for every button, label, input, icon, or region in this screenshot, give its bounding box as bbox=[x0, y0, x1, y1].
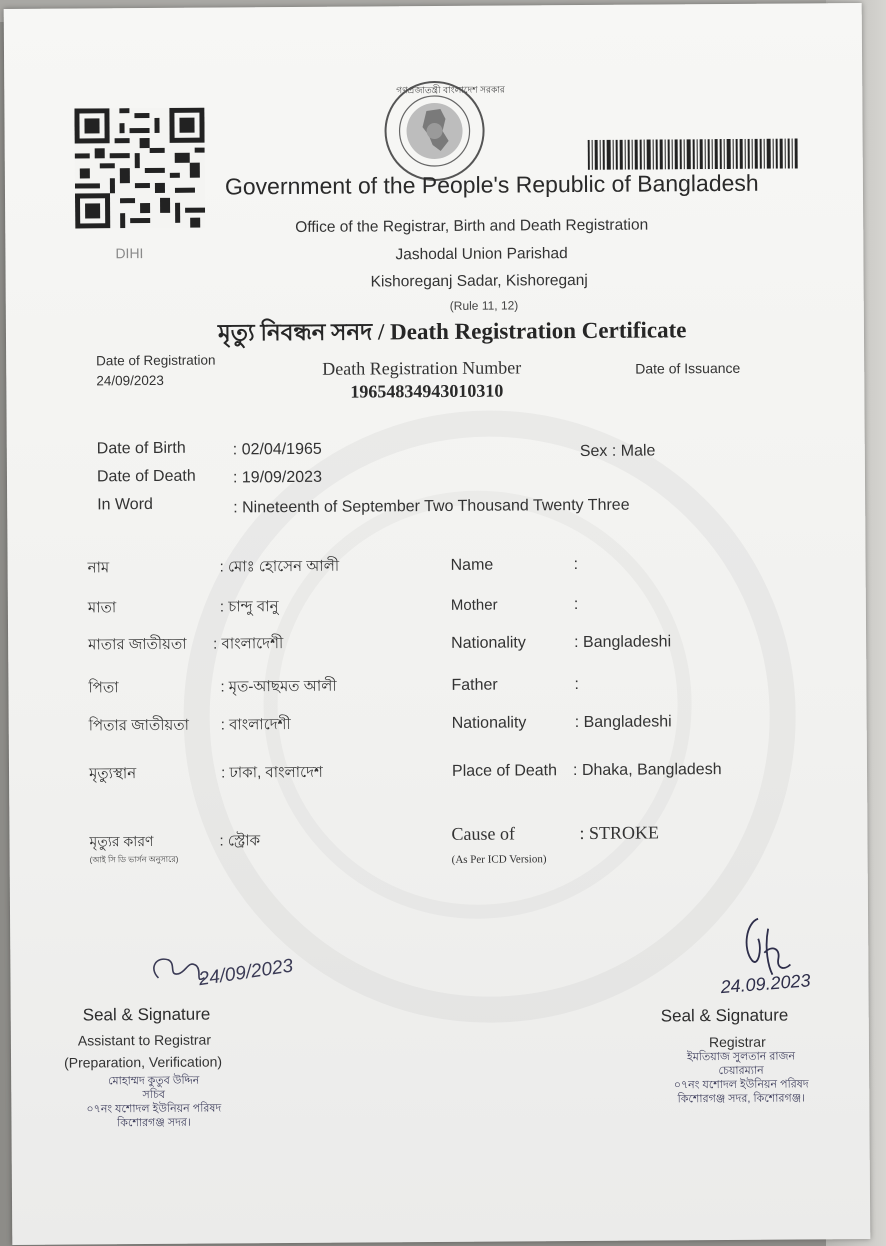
left-role-sub: (Preparation, Verification) bbox=[63, 1053, 223, 1071]
government-title: Government of the People's Republic of Bangladesh bbox=[224, 169, 759, 200]
right-stamp-line-4: কিশোরগঞ্জ সদর, কিশোরগঞ্জ। bbox=[677, 1092, 806, 1106]
left-signature-date: 24/09/2023 bbox=[197, 955, 295, 991]
sex-value: Sex : Male bbox=[579, 442, 656, 460]
left-official-stamp bbox=[71, 1073, 236, 1130]
registration-date-value: 24/09/2023 bbox=[96, 372, 164, 389]
right-seal-label: Seal & Signature bbox=[660, 1005, 789, 1026]
barcode-icon bbox=[588, 138, 798, 169]
father-nationality-bn-value: : বাংলাদেশী bbox=[220, 716, 291, 734]
death-place-bn-label: মৃত্যুস্থান bbox=[88, 765, 137, 783]
mother-en-value: : bbox=[573, 596, 579, 614]
in-word-label: In Word bbox=[97, 495, 153, 514]
rule-reference: (Rule 11, 12) bbox=[449, 298, 519, 313]
death-place-en-label: Place of Death bbox=[451, 762, 558, 780]
father-nationality-bn-label: পিতার জাতীয়তা bbox=[88, 716, 190, 735]
registration-number-value: 19654834943010310 bbox=[350, 380, 504, 402]
left-seal-label: Seal & Signature bbox=[82, 1004, 211, 1025]
cause-bn-value: : স্ট্রোক bbox=[219, 832, 261, 850]
death-place-bn-value: : ঢাকা, বাংলাদেশ bbox=[220, 763, 323, 782]
name-bn-value: : মোঃ হোসেন আলী bbox=[219, 557, 340, 576]
father-bn-value: : মৃত-আছমত আলী bbox=[220, 677, 337, 696]
father-nationality-en-value: : Bangladeshi bbox=[574, 713, 672, 732]
birth-date-value: : 02/04/1965 bbox=[232, 440, 322, 459]
cause-en-label: Cause of bbox=[451, 823, 516, 844]
left-stamp-line-1: মোহাম্মদ কুতুব উদ্দিন bbox=[108, 1074, 200, 1088]
death-date-value: : 19/09/2023 bbox=[232, 468, 323, 487]
cause-en-sub: (As Per ICD Version) bbox=[451, 853, 547, 866]
cause-en-value: : STROKE bbox=[579, 822, 660, 844]
right-official-stamp bbox=[646, 1049, 836, 1106]
mother-en-label: Mother bbox=[450, 596, 498, 614]
left-stamp-line-3: ০৭নং যশোদল ইউনিয়ন পরিষদ bbox=[86, 1102, 222, 1116]
name-en-label: Name bbox=[450, 556, 494, 574]
certificate-paper bbox=[4, 3, 871, 1245]
father-en-value: : bbox=[574, 676, 579, 694]
emblem-text: গণপ্রজাতন্ত্রী বাংলাদেশ সরকার bbox=[396, 84, 505, 96]
death-place-en-value: : Dhaka, Bangladesh bbox=[572, 761, 722, 780]
right-role: Registrar bbox=[708, 1033, 766, 1051]
birth-date-label: Date of Birth bbox=[96, 439, 186, 458]
father-nationality-en-label: Nationality bbox=[451, 714, 527, 732]
name-bn-label: নাম bbox=[87, 559, 110, 577]
mother-nationality-en-label: Nationality bbox=[451, 634, 526, 652]
district-name: Kishoreganj Sadar, Kishoreganj bbox=[370, 271, 588, 291]
office-name: Office of the Registrar, Birth and Death Registration bbox=[295, 216, 649, 236]
qr-code-icon bbox=[74, 108, 205, 229]
right-stamp-line-2: চেয়ারম্যান bbox=[718, 1064, 764, 1078]
in-word-value: : Nineteenth of September Two Thousand Twenty Three bbox=[233, 496, 630, 517]
registration-number-label: Death Registration Number bbox=[322, 357, 522, 379]
right-stamp-line-1: ইমতিয়াজ সুলতান রাজন bbox=[686, 1050, 796, 1064]
right-signature-date: 24.09.2023 bbox=[719, 970, 812, 998]
father-en-label: Father bbox=[451, 676, 498, 694]
father-bn-label: পিতা bbox=[88, 679, 119, 697]
left-stamp-line-4: কিশোরগঞ্জ সদর। bbox=[117, 1116, 191, 1130]
mother-nationality-bn-label: মাতার জাতীয়তা bbox=[88, 635, 187, 654]
left-role: Assistant to Registrar bbox=[77, 1031, 212, 1049]
mother-nationality-en-value: : Bangladeshi bbox=[574, 633, 672, 652]
name-en-value: : bbox=[573, 556, 579, 574]
mother-nationality-bn-value: : বাংলাদেশী bbox=[213, 635, 284, 653]
right-stamp-line-3: ০৭নং যশোদল ইউনিয়ন পরিষদ bbox=[673, 1078, 809, 1092]
cause-bn-sub: (আই সি ডি ভার্সন অনুসারে) bbox=[89, 854, 179, 865]
qr-code-label: DIHI bbox=[115, 245, 144, 262]
mother-bn-label: মাতা bbox=[87, 599, 117, 617]
registration-date-label: Date of Registration bbox=[96, 352, 216, 369]
mother-bn-value: : চান্দু বানু bbox=[219, 598, 279, 616]
issuance-date-label: Date of Issuance bbox=[635, 359, 741, 377]
union-name: Jashodal Union Parishad bbox=[395, 245, 568, 264]
certificate-title: মৃত্যু নিবন্ধন সনদ / Death Registration Certificate bbox=[217, 317, 687, 346]
cause-bn-label: মৃত্যুর কারণ bbox=[89, 832, 154, 850]
death-date-label: Date of Death bbox=[96, 467, 196, 486]
left-stamp-line-2: সচিব bbox=[142, 1088, 166, 1102]
